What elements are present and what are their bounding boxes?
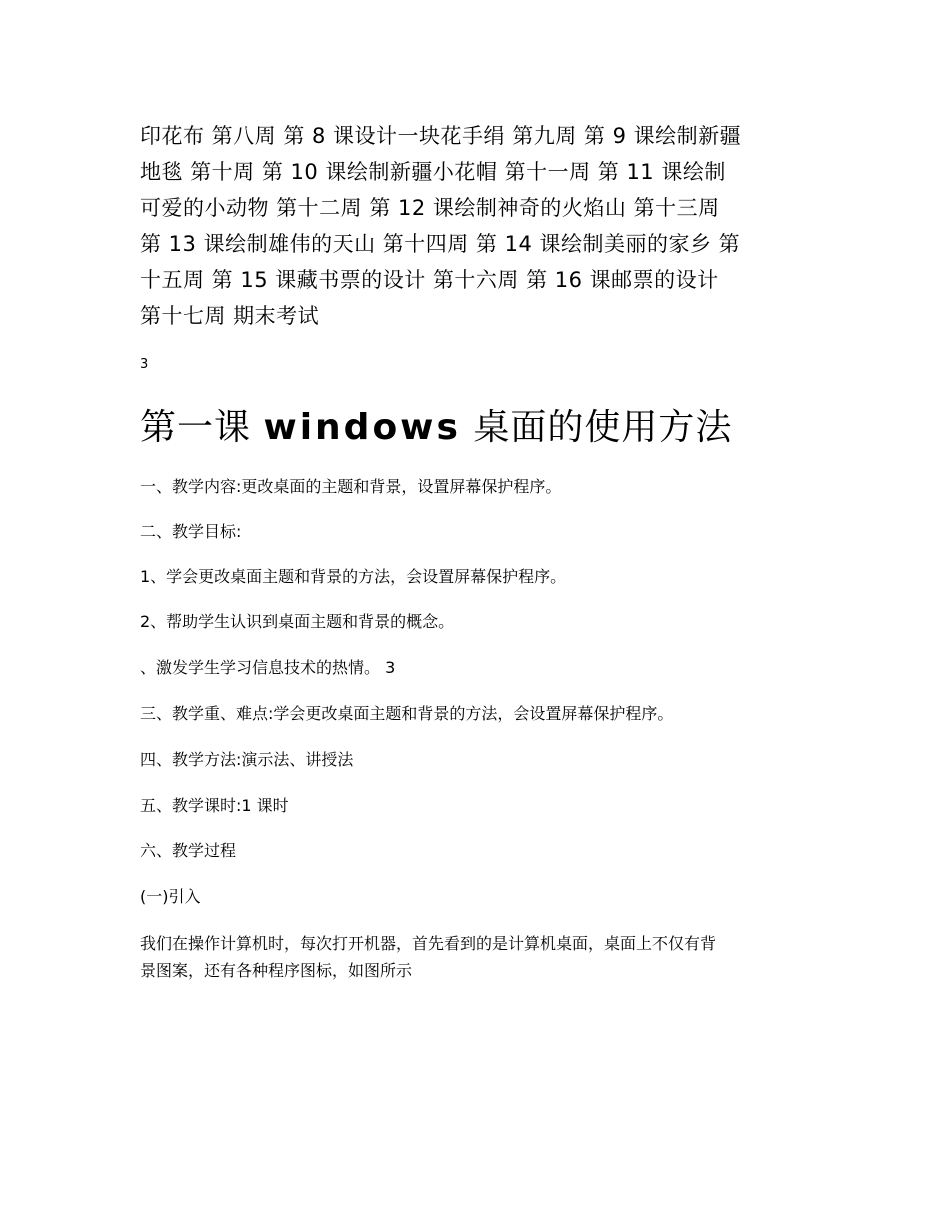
schedule-line: 可爱的小动物 第十二周 第 12 课绘制神奇的火焰山 第十三周 [140,196,720,220]
schedule-line: 十五周 第 15 课藏书票的设计 第十六周 第 16 课邮票的设计 [140,268,719,292]
intro-paragraph-line: 我们在操作计算机时，每次打开机器，首先看到的是计算机桌面，桌面上不仅有背 [140,934,717,953]
teaching-content: 一、教学内容:更改桌面的主题和背景，设置屏幕保护程序。 [140,477,562,496]
teaching-goal-3: 、激发学生学习信息技术的热情。 3 [140,658,396,677]
schedule-line: 第十七周 期末考试 [140,304,320,328]
teaching-methods: 四、教学方法:演示法、讲授法 [140,750,354,769]
schedule-line: 第 13 课绘制雄伟的天山 第十四周 第 14 课绘制美丽的家乡 第 [140,232,741,256]
teaching-process: 六、教学过程 [140,841,237,860]
lesson-title-latin: windows [263,407,461,448]
lesson-title [140,402,732,454]
lesson-title-suffix: 桌面的使用方法 [460,407,733,448]
intro-paragraph [140,930,820,984]
teaching-goals-heading: 二、教学目标: [140,522,242,541]
intro-paragraph-line: 景图案，还有各种程序图标，如图所示 [140,961,413,980]
teaching-goal-2: 2、帮助学生认识到桌面主题和背景的概念。 [140,612,455,631]
schedule-line: 地毯 第十周 第 10 课绘制新疆小花帽 第十一周 第 11 课绘制 [140,160,726,184]
intro-heading: (一)引入 [140,887,201,906]
key-points: 三、教学重、难点:学会更改桌面主题和背景的方法，会设置屏幕保护程序。 [140,704,674,723]
teaching-goal-1: 1、学会更改桌面主题和背景的方法，会设置屏幕保护程序。 [140,567,567,586]
page-number: 3 [140,357,149,372]
teaching-hours: 五、教学课时:1 课时 [140,796,289,815]
schedule-continuation [140,118,820,334]
schedule-line: 印花布 第八周 第 8 课设计一块花手绢 第九周 第 9 课绘制新疆 [140,124,742,148]
lesson-title-prefix: 第一课 [140,407,264,448]
